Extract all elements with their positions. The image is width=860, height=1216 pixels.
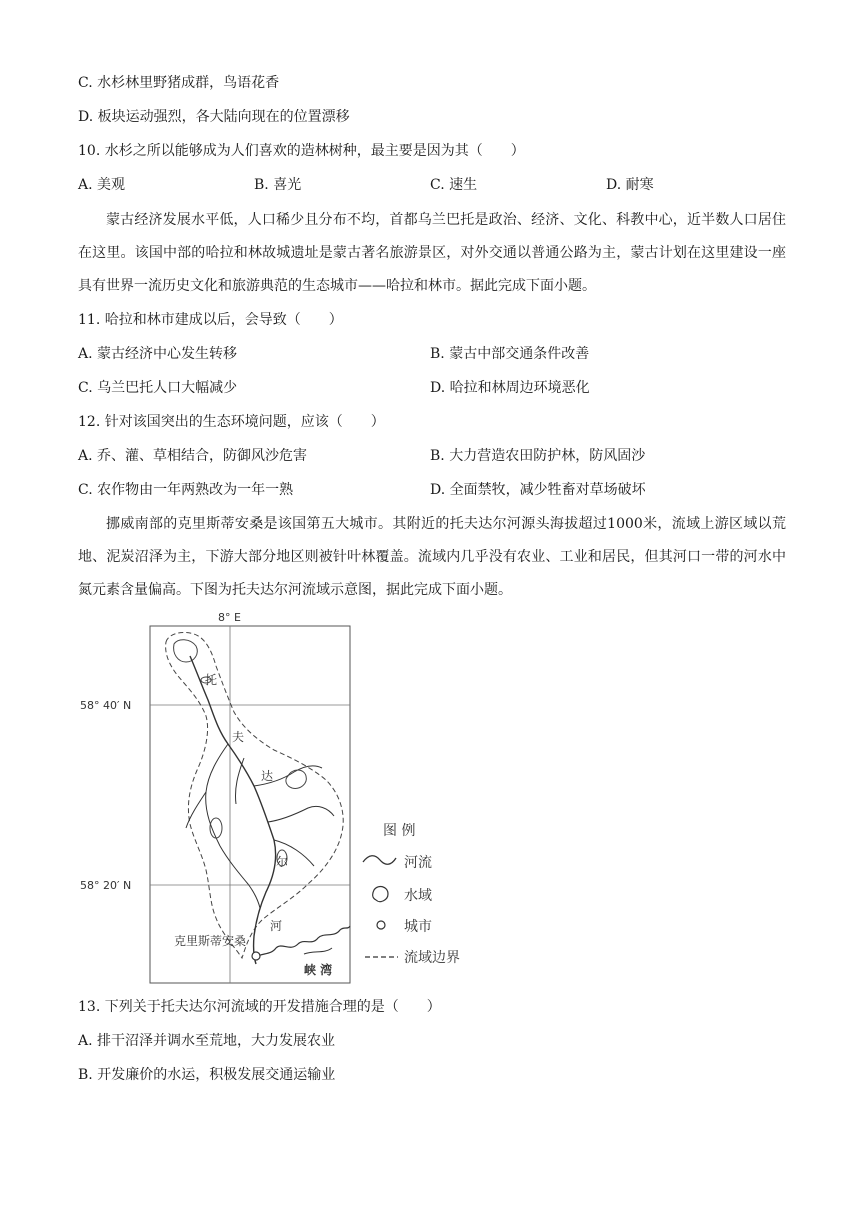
lat-lower-label: 58° 20′ N	[80, 879, 132, 892]
passage-mongolia: 蒙古经济发展水平低，人口稀少且分布不均，首都乌兰巴托是政治、经济、文化、科教中心，近半数人口居住在这里。该国中部的哈拉和林故城遗址是蒙古著名旅游景区，对外交通以普通公路为主，蒙古计划在这里建设一座具有世界一流历史文化和旅游典范的生态城市——哈拉和林市。据此完成下面小题。	[78, 212, 786, 294]
river-char-2: 夫	[232, 730, 245, 744]
q9-option-d: D. 板块运动强烈，各大陆向现在的位置漂移	[78, 109, 350, 125]
tributary-west-branch	[186, 792, 206, 828]
tributary-east-lower	[268, 806, 334, 822]
upper-lake	[174, 640, 198, 662]
lake-east	[286, 770, 306, 788]
q10-stem: 10. 水杉之所以能够成为人们喜欢的造林树种，最主要是因为其（ ）	[78, 143, 525, 159]
q11-option-c: C. 乌兰巴托人口大幅减少	[78, 380, 238, 396]
q10-option-d: D. 耐寒	[606, 177, 654, 193]
passage-norway: 挪威南部的克里斯蒂安桑是该国第五大城市。其附近的托夫达尔河源头海拔超过1000米，流域上游区域以荒地、泥炭沼泽为主，下游大部分地区则被针叶林覆盖。流域内几乎没有农业、工业和居民，但其河口一带的河水中氮元素含量偏高。下图为托夫达尔河流域示意图，据此完成下面小题。	[78, 516, 786, 598]
coastline	[254, 926, 350, 958]
legend-water-icon	[373, 887, 388, 902]
q10-option-b: B. 喜光	[254, 177, 302, 193]
city-label: 克里斯蒂安桑	[174, 934, 247, 948]
q10-option-a: A. 美观	[78, 177, 126, 193]
q12-option-c: C. 农作物由一年两熟改为一年一熟	[78, 482, 294, 498]
legend-river-label: 河流	[404, 855, 432, 871]
q12-option-b: B. 大力营造农田防护林，防风固沙	[430, 448, 646, 464]
tributary-southwest	[220, 846, 260, 908]
lat-upper-label: 58° 40′ N	[80, 699, 132, 712]
river-char-5: 河	[270, 919, 283, 933]
q12-stem: 12. 针对该国突出的生态环境问题，应该（ ）	[78, 414, 385, 430]
coastline-inner	[304, 948, 332, 954]
legend-title: 图 例	[383, 823, 416, 839]
q11-stem: 11. 哈拉和林市建成以后，会导致（ ）	[78, 312, 343, 328]
main-river	[190, 656, 276, 964]
legend-boundary-label: 流域边界	[404, 950, 460, 966]
q11-option-d: D. 哈拉和林周边环境恶化	[430, 380, 590, 396]
q12-option-d: D. 全面禁牧，减少牲畜对草场破坏	[430, 482, 646, 498]
q12-option-a: A. 乔、灌、草相结合，防御风沙危害	[78, 448, 308, 464]
strait-label: 峡 湾	[304, 963, 333, 977]
legend-city-icon	[377, 921, 385, 929]
q11-option-b: B. 蒙古中部交通条件改善	[430, 346, 590, 362]
tributary-west	[206, 744, 228, 846]
q10-option-c: C. 速生	[430, 177, 478, 193]
q11-option-a: A. 蒙古经济中心发生转移	[78, 346, 238, 362]
legend-water-label: 水域	[404, 888, 432, 904]
city-marker	[252, 952, 260, 960]
q13-option-b: B. 开发廉价的水运，积极发展交通运输业	[78, 1067, 336, 1083]
river-char-1: 托	[205, 673, 218, 687]
q13-option-a: A. 排干沼泽并调水至荒地，大力发展农业	[78, 1033, 336, 1049]
legend-river-icon	[363, 856, 396, 865]
river-char-4: 尔	[276, 855, 289, 869]
tovdal-basin-map	[78, 608, 498, 993]
q13-stem: 13. 下列关于托夫达尔河流域的开发措施合理的是（ ）	[78, 999, 441, 1015]
lon-label: 8° E	[218, 611, 241, 624]
basin-boundary	[166, 632, 344, 958]
q9-option-c: C. 水杉林里野猪成群，鸟语花香	[78, 75, 280, 91]
legend-city-label: 城市	[404, 919, 432, 935]
river-char-3: 达	[261, 769, 274, 783]
map-frame	[150, 626, 350, 983]
